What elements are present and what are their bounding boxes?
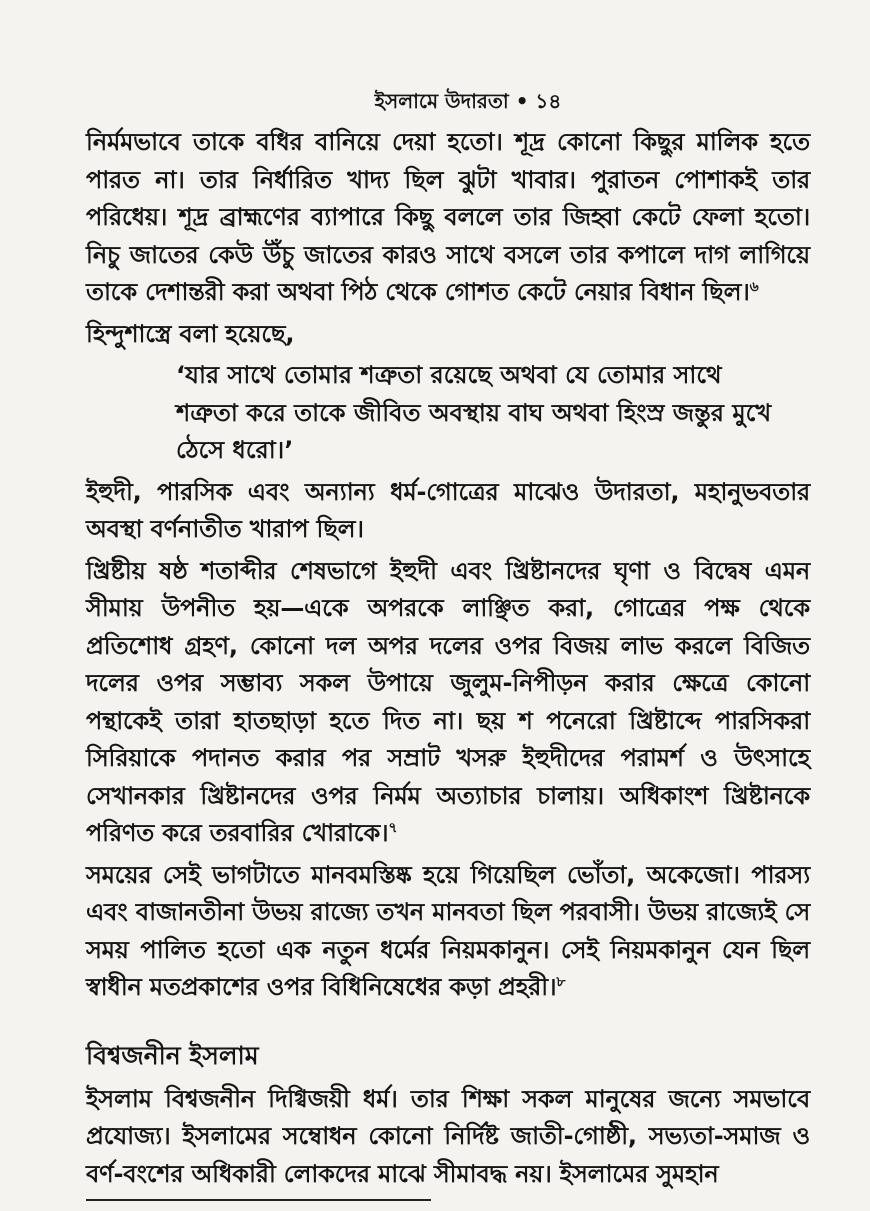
- footnote-divider: [86, 1199, 431, 1201]
- paragraph-persia-byzantium: [86, 857, 810, 1007]
- footnote-marker: ৭: [388, 820, 398, 836]
- quote-lead: হিন্দুশাস্ত্রে বলা হয়েছে,: [86, 319, 295, 348]
- footnote-marker: ৬: [749, 279, 759, 295]
- paragraph-text: নির্মমভাবে তাকে বধির বানিয়ে দেয়া হতো। শূদ্র কোনো কিছুর মালিক হতে পারত না। তার নির্ধারিত খাদ্য ছিল ঝুটা খাবার। পুরাতন পোশাকই তার পরিধেয়। শূদ্র ব্রাহ্মণের ব্যাপারে কিছু বললে তার জিহ্বা কেটে ফেলা হতো। নিচু জাতের কেউ উঁচু জাতের কারও সাথে বসলে তার কপালে দাগ লাগিয়ে তাকে দেশান্তরী করা অথবা পিঠ থেকে গোশত কেটে নেয়ার বিধান ছিল।: [86, 128, 810, 306]
- paragraph-text: সময়ের সেই ভাগটাতে মানবমস্তিষ্ক হয়ে গিয়েছিল ভোঁতা, অকেজো। পারস্য এবং বাজানতীনা উভয় রাজ্যে তখন মানবতা ছিল পরবাসী। উভয় রাজ্যেই সে সময় পালিত হতো এক নতুন ধর্মের নিয়মকানুন। সেই নিয়মকানুন যেন ছিল স্বাধীন মতপ্রকাশের ওপর বিধিনিষেধের কড়া প্রহরী।: [86, 860, 810, 1001]
- paragraph-universal-islam: ইসলাম বিশ্বজনীন দিগ্বিজয়ী ধর্ম। তার শিক্ষা সকল মানুষের জন্যে সমভাবে প্রযোজ্য। ইসলামের সম্বোধন কোনো নির্দিষ্ট জাতী-গোষ্ঠী, সভ্যতা-সমাজ ও বর্ণ-বংশের অধিকারী লোকদের মাঝে সীমাবদ্ধ নয়। ইসলামের সুমহান: [86, 1084, 810, 1188]
- paragraph-text: খ্রিষ্টীয় ষষ্ঠ শতাব্দীর শেষভাগে ইহুদী এবং খ্রিষ্টানদের ঘৃণা ও বিদ্বেষ এমন সীমায় উপনীত হয়—একে অপরকে লাঞ্ছিত করা, গোত্রের পক্ষ থেকে প্রতিশোধ গ্রহণ, কোনো দল অপর দলের ওপর বিজয় লাভ করলে বিজিত দলের ওপর সম্ভাব্য সকল উপায়ে জুলুম-নিপীড়ন করার ক্ষেত্রে কোনো পন্থাকেই তারা হাতছাড়া হতে দিত না। ছয় শ পনেরো খ্রিষ্টাব্দে পারসিকরা সিরিয়াকে পদানত করার পর সম্রাট খসরু ইহুদীদের পরামর্শ ও উৎসাহে সেখানকার খ্রিষ্টানদের ওপর নির্মম অত্যাচার চালায়। অধিকাংশ খ্রিষ্টানকে পরিণত করে তরবারির খোরাকে।: [86, 556, 810, 847]
- paragraph-other-religions: ইহুদী, পারসিক এবং অন্যান্য ধর্ম-গোত্রের মাঝেও উদারতা, মহানুভবতার অবস্থা বর্ণনাতীত খারাপ ছিল।: [86, 477, 810, 543]
- paragraph-jews-christians: [86, 553, 810, 853]
- running-header: ইসলামে উদারতা • ১৪: [374, 89, 562, 113]
- block-quote: ‘যার সাথে তোমার শত্রুতা রয়েছে অথবা যে তোমার সাথে শত্রুতা করে তাকে জীবিত অবস্থায় বাঘ অথবা হিংস্র জন্তুর মুখে ঠেসে ধরো।’: [176, 361, 772, 464]
- section-heading: বিশ্বজনীন ইসলাম: [86, 1040, 259, 1070]
- paragraph-shudra-punishments: [86, 124, 810, 312]
- footnote-marker: ৮: [556, 974, 566, 990]
